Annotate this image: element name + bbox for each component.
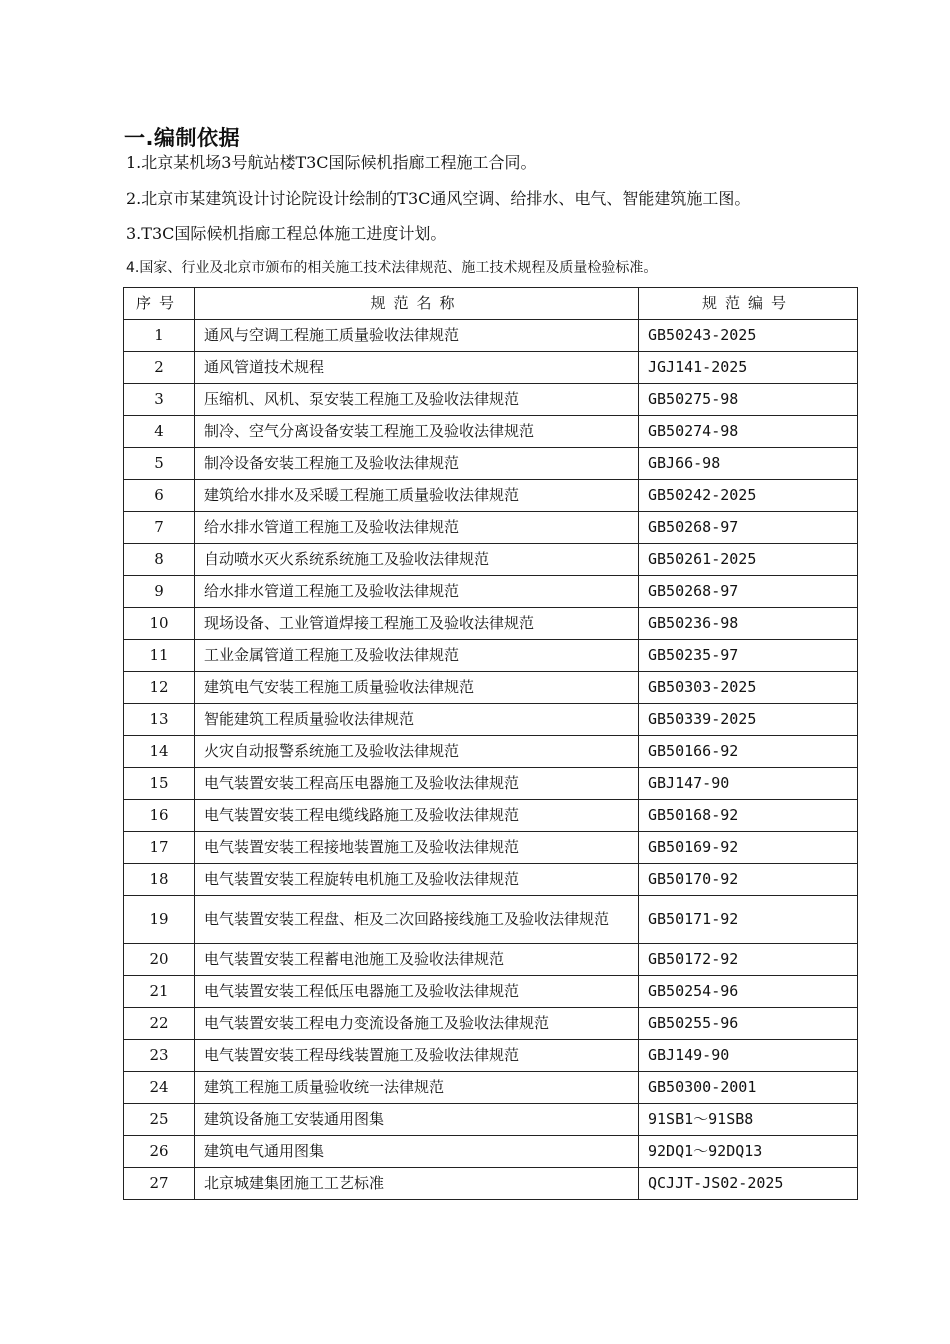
table-row xyxy=(124,832,858,864)
row-number: 9 xyxy=(124,576,195,608)
standard-name: 自动喷水灭火系统系统施工及验收法律规范 xyxy=(195,544,639,576)
standard-code: GB50268-97 xyxy=(639,576,858,608)
standard-code: GB50274-98 xyxy=(639,416,858,448)
basis-item-4: 4.国家、行业及北京市颁布的相关施工技术法律规范、施工技术规程及质量检验标准。 xyxy=(126,260,658,276)
standard-name: 建筑工程施工质量验收统一法律规范 xyxy=(195,1072,639,1104)
row-number: 6 xyxy=(124,480,195,512)
table-row xyxy=(124,352,858,384)
table-row xyxy=(124,736,858,768)
row-number: 10 xyxy=(124,608,195,640)
standard-code: GB50268-97 xyxy=(639,512,858,544)
row-number: 20 xyxy=(124,944,195,976)
row-number: 27 xyxy=(124,1168,195,1200)
row-number: 1 xyxy=(124,320,195,352)
table-row xyxy=(124,1072,858,1104)
standard-code: 91SB1～91SB8 xyxy=(639,1104,858,1136)
table-row xyxy=(124,800,858,832)
standard-code: 92DQ1～92DQ13 xyxy=(639,1136,858,1168)
standard-name: 北京城建集团施工工艺标准 xyxy=(195,1168,639,1200)
standard-name: 电气装置安装工程接地装置施工及验收法律规范 xyxy=(195,832,639,864)
row-number: 8 xyxy=(124,544,195,576)
header-name: 规范名称 xyxy=(195,288,639,320)
standard-name: 火灾自动报警系统施工及验收法律规范 xyxy=(195,736,639,768)
row-number: 26 xyxy=(124,1136,195,1168)
standard-code: GB50300-2001 xyxy=(639,1072,858,1104)
standard-name: 通风与空调工程施工质量验收法律规范 xyxy=(195,320,639,352)
row-number: 15 xyxy=(124,768,195,800)
standard-name: 通风管道技术规程 xyxy=(195,352,639,384)
standard-name: 智能建筑工程质量验收法律规范 xyxy=(195,704,639,736)
basis-item-2: 2.北京市某建筑设计讨论院设计绘制的T3C通风空调、给排水、电气、智能建筑施工图。 xyxy=(126,189,751,208)
table-row xyxy=(124,416,858,448)
table-body xyxy=(124,320,858,1200)
table-row xyxy=(124,672,858,704)
row-number: 2 xyxy=(124,352,195,384)
table-row xyxy=(124,384,858,416)
table-row xyxy=(124,704,858,736)
standard-code: GBJ66-98 xyxy=(639,448,858,480)
standard-code: GB50171-92 xyxy=(639,896,858,944)
row-number: 11 xyxy=(124,640,195,672)
standards-table xyxy=(123,287,858,1200)
standard-code: JGJ141-2025 xyxy=(639,352,858,384)
standard-code: GB50235-97 xyxy=(639,640,858,672)
row-number: 25 xyxy=(124,1104,195,1136)
header-code: 规范编号 xyxy=(639,288,858,320)
row-number: 22 xyxy=(124,1008,195,1040)
table-row xyxy=(124,768,858,800)
table-row xyxy=(124,576,858,608)
standard-name: 制冷、空气分离设备安装工程施工及验收法律规范 xyxy=(195,416,639,448)
standard-code: GB50168-92 xyxy=(639,800,858,832)
standard-code: GB50339-2025 xyxy=(639,704,858,736)
standard-code: GB50275-98 xyxy=(639,384,858,416)
table-row xyxy=(124,944,858,976)
standard-code: GB50172-92 xyxy=(639,944,858,976)
row-number: 13 xyxy=(124,704,195,736)
row-number: 7 xyxy=(124,512,195,544)
row-number: 12 xyxy=(124,672,195,704)
standard-code: GB50261-2025 xyxy=(639,544,858,576)
table-row xyxy=(124,480,858,512)
row-number: 14 xyxy=(124,736,195,768)
table-row xyxy=(124,1008,858,1040)
standard-name: 建筑电气安装工程施工质量验收法律规范 xyxy=(195,672,639,704)
standard-code: GBJ149-90 xyxy=(639,1040,858,1072)
standard-name: 电气装置安装工程低压电器施工及验收法律规范 xyxy=(195,976,639,1008)
table-row xyxy=(124,320,858,352)
standard-name: 电气装置安装工程电力变流设备施工及验收法律规范 xyxy=(195,1008,639,1040)
table-row xyxy=(124,1104,858,1136)
standard-code: GBJ147-90 xyxy=(639,768,858,800)
standard-code: GB50303-2025 xyxy=(639,672,858,704)
row-number: 23 xyxy=(124,1040,195,1072)
row-number: 4 xyxy=(124,416,195,448)
standard-name: 给水排水管道工程施工及验收法律规范 xyxy=(195,576,639,608)
standard-name: 工业金属管道工程施工及验收法律规范 xyxy=(195,640,639,672)
standard-name: 制冷设备安装工程施工及验收法律规范 xyxy=(195,448,639,480)
standard-code: GB50242-2025 xyxy=(639,480,858,512)
row-number: 16 xyxy=(124,800,195,832)
row-number: 24 xyxy=(124,1072,195,1104)
standard-name: 给水排水管道工程施工及验收法律规范 xyxy=(195,512,639,544)
standard-name: 电气装置安装工程高压电器施工及验收法律规范 xyxy=(195,768,639,800)
standard-name: 建筑设备施工安装通用图集 xyxy=(195,1104,639,1136)
table-row xyxy=(124,448,858,480)
row-number: 19 xyxy=(124,896,195,944)
table-row xyxy=(124,512,858,544)
table-row xyxy=(124,864,858,896)
row-number: 21 xyxy=(124,976,195,1008)
table-row xyxy=(124,608,858,640)
standard-code: GB50166-92 xyxy=(639,736,858,768)
table-row xyxy=(124,640,858,672)
table-row xyxy=(124,1168,858,1200)
standard-name: 压缩机、风机、泵安装工程施工及验收法律规范 xyxy=(195,384,639,416)
standard-code: GB50169-92 xyxy=(639,832,858,864)
table-row xyxy=(124,1040,858,1072)
standard-code: GB50243-2025 xyxy=(639,320,858,352)
table-row xyxy=(124,896,858,944)
standard-name: 现场设备、工业管道焊接工程施工及验收法律规范 xyxy=(195,608,639,640)
header-no: 序号 xyxy=(124,288,195,320)
standard-name: 电气装置安装工程盘、柜及二次回路接线施工及验收法律规范 xyxy=(195,896,639,944)
basis-item-3: 3.T3C国际候机指廊工程总体施工进度计划。 xyxy=(126,224,447,243)
row-number: 17 xyxy=(124,832,195,864)
standard-name: 电气装置安装工程旋转电机施工及验收法律规范 xyxy=(195,864,639,896)
table-row xyxy=(124,544,858,576)
standard-name: 电气装置安装工程母线装置施工及验收法律规范 xyxy=(195,1040,639,1072)
basis-item-1: 1.北京某机场3号航站楼T3C国际候机指廊工程施工合同。 xyxy=(126,153,537,172)
table-row xyxy=(124,976,858,1008)
standard-code: GB50254-96 xyxy=(639,976,858,1008)
table-row xyxy=(124,1136,858,1168)
row-number: 3 xyxy=(124,384,195,416)
standard-name: 建筑给水排水及采暖工程施工质量验收法律规范 xyxy=(195,480,639,512)
standard-name: 电气装置安装工程蓄电池施工及验收法律规范 xyxy=(195,944,639,976)
standard-code: GB50255-96 xyxy=(639,1008,858,1040)
standard-code: GB50170-92 xyxy=(639,864,858,896)
standard-name: 建筑电气通用图集 xyxy=(195,1136,639,1168)
standard-code: QCJJT-JS02-2025 xyxy=(639,1168,858,1200)
row-number: 18 xyxy=(124,864,195,896)
row-number: 5 xyxy=(124,448,195,480)
section-title: 一.编制依据 xyxy=(124,126,240,150)
table-header-row xyxy=(124,288,858,320)
standard-name: 电气装置安装工程电缆线路施工及验收法律规范 xyxy=(195,800,639,832)
standard-code: GB50236-98 xyxy=(639,608,858,640)
